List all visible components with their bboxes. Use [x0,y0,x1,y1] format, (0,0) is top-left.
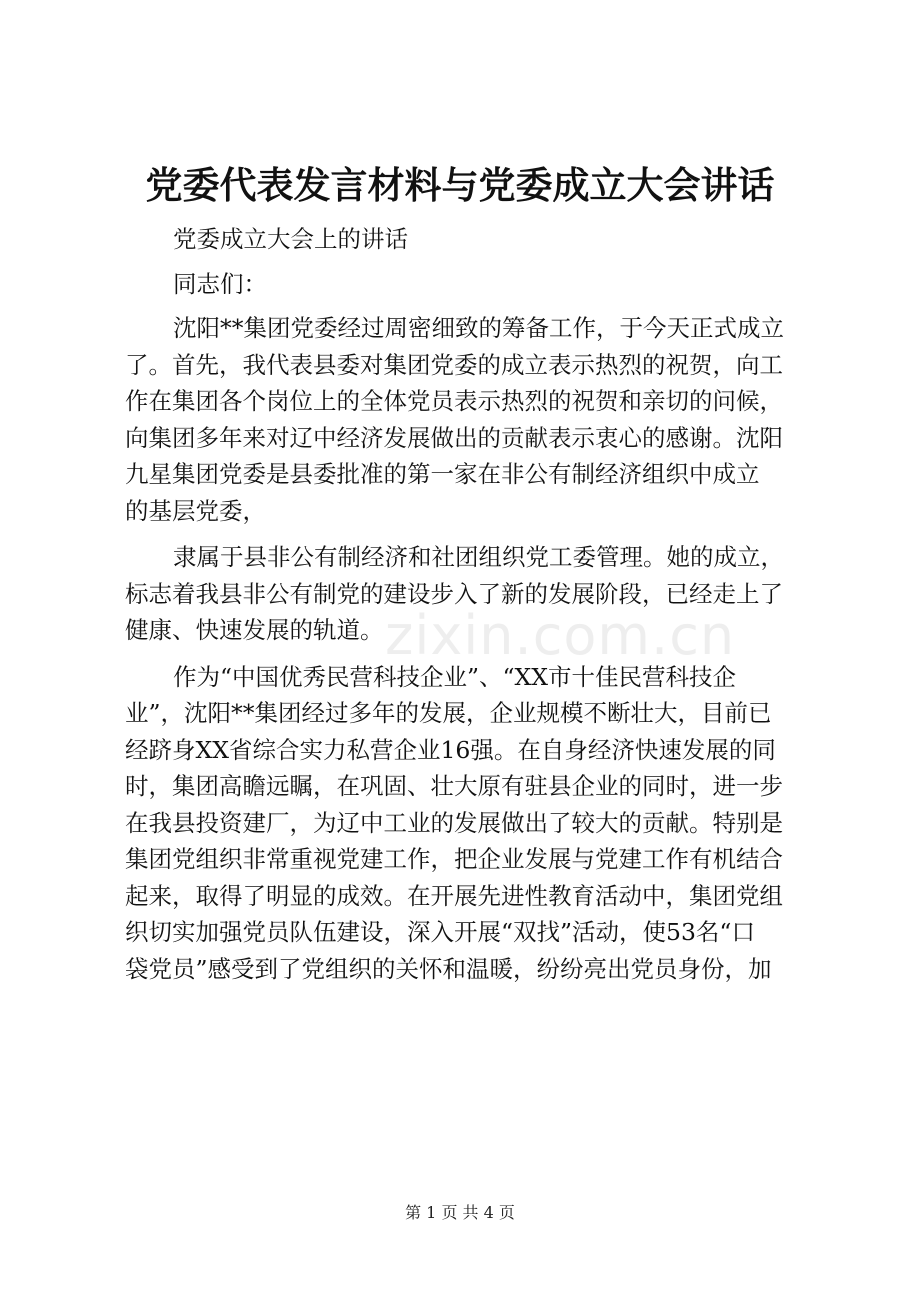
paragraph-line: 向集团多年来对辽中经济发展做出的贡献表示衷心的感谢。沈阳 [125,423,783,452]
salutation: 同志们： [173,269,267,298]
paragraph-line: 集团党组织非常重视党建工作，把企业发展与党建工作有机结合 [125,845,783,873]
paragraph-line: 起来，取得了明显的成效。在开展先进性教育活动中，集团党组 [125,881,783,910]
paragraph-line: 业”，沈阳**集团经过多年的发展，企业规模不断壮大，目前已 [125,699,772,727]
paragraph-line: 织切实加强党员队伍建设，深入开展“双找”活动，使53名“口 [125,918,755,946]
watermark: zixin.com.cn [385,604,736,667]
paragraph-line: 健康、快速发展的轨道。 [125,616,384,644]
paragraph-line: 了。首先，我代表县委对集团党委的成立表示热烈的祝贺，向工 [125,350,783,379]
paragraph-line: 九星集团党委是县委批准的第一家在非公有制经济组织中成立 [125,460,760,488]
paragraph-2 [125,539,803,649]
paragraph-line: 的基层党委， [125,496,266,525]
document-title: 党委代表发言材料与党委成立大会讲话 [145,163,775,207]
paragraph-3 [125,659,803,988]
paragraph-line: 隶属于县非公有制经济和社团组织党工委管理。她的成立， [173,543,784,571]
paragraph-line: 时，集团高瞻远瞩，在巩固、壮大原有驻县企业的同时，进一步 [125,772,783,800]
paragraph-line: 袋党员”感受到了党组织的关怀和温暖，纷纷亮出党员身份，加 [125,954,772,983]
paragraph-1 [125,310,803,529]
paragraph-line: 作为“中国优秀民营科技企业”、“XX市十佳民营科技企 [173,662,737,691]
paragraph-line: 经跻身XX省综合实力私营企业16强。在自身经济快速发展的同 [125,735,776,764]
paragraph-line: 作在集团各个岗位上的全体党员表示热烈的祝贺和亲切的问候， [125,387,783,415]
document-body [125,221,803,997]
paragraph-line: 标志着我县非公有制党的建设步入了新的发展阶段，已经走上了 [125,579,783,608]
paragraph-line: 沈阳**集团党委经过周密细致的筹备工作，于今天正式成立 [173,314,784,342]
paragraph-line: 在我县投资建厂，为辽中工业的发展做出了较大的贡献。特别是 [125,808,783,837]
document-subtitle: 党委成立大会上的讲话 [173,225,408,253]
page-footer: 第 1 页 共 4 页 [405,1203,515,1222]
